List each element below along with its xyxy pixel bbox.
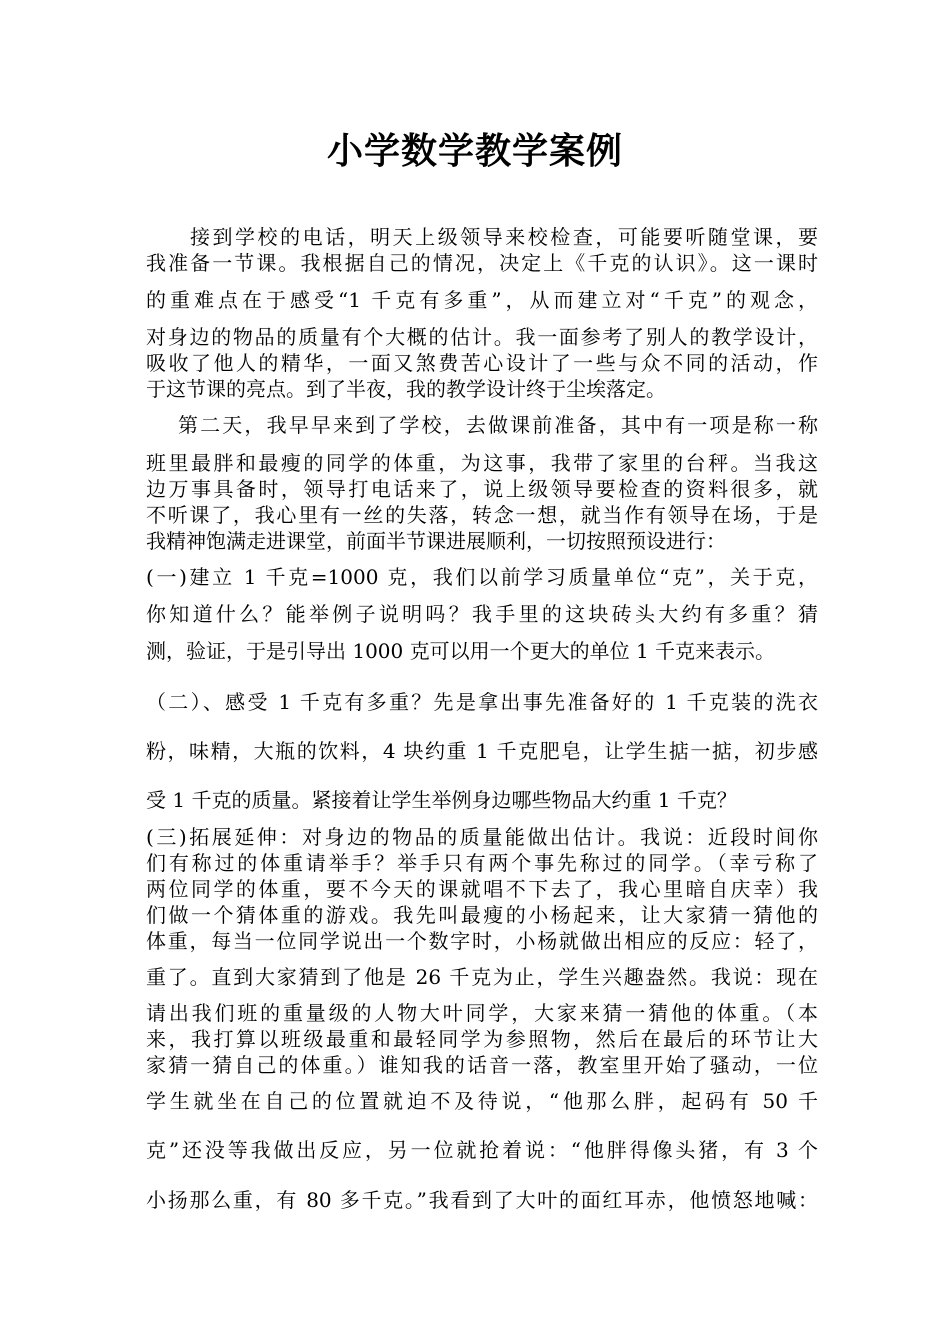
paragraph-line: 你知道什么？能举例子说明吗？我手里的这块砖头大约有多重？猜 — [146, 602, 818, 626]
paragraph-line: 重了。直到大家猜到了他是 26 千克为止，学生兴趣盎然。我说：现在 — [146, 965, 818, 989]
paragraph-line: (一)建立 1 千克=1000 克，我们以前学习质量单位“克”，关于克， — [146, 565, 818, 589]
paragraph-line: 请出我们班的重量级的人物大叶同学，大家来猜一猜他的体重。（本 — [146, 1001, 818, 1025]
document-title: 小学数学教学案例 — [326, 130, 623, 172]
paragraph-line: 体重，每当一位同学说出一个数字时，小杨就做出相应的反应：轻了， — [146, 929, 818, 953]
paragraph-line: （二）、感受 1 千克有多重？先是拿出事先准备好的 1 千克装的洗衣 — [146, 690, 818, 714]
paragraph-line: 小扬那么重，有 80 多千克。”我看到了大叶的面红耳赤，他愤怒地喊： — [146, 1188, 818, 1212]
paragraph-line: 来，我打算以班级最重和最轻同学为参照物，然后在最后的环节让大 — [146, 1027, 818, 1051]
paragraph-line: 的重难点在于感受“1 千克有多重”，从而建立对“千克”的观念， — [146, 288, 818, 312]
paragraph-line: 克”还没等我做出反应，另一位就抢着说：“他胖得像头猪，有 3 个 — [146, 1138, 818, 1162]
paragraph-line: 我精神饱满走进课堂，前面半节课进展顺利，一切按照预设进行： — [146, 529, 726, 553]
paragraph-line: 第二天，我早早来到了学校，去做课前准备，其中有一项是称一称 — [178, 413, 818, 437]
paragraph-line: 对身边的物品的质量有个大概的估计。我一面参考了别人的教学设计， — [146, 325, 818, 349]
paragraph-line: 们有称过的体重请举手？举手只有两个事先称过的同学。（幸亏称了 — [146, 851, 818, 875]
paragraph-line: 边万事具备时，领导打电话来了，说上级领导要检查的资料很多，就 — [146, 477, 818, 501]
paragraph-line: 我准备一节课。我根据自己的情况，决定上《千克的认识》。这一课时 — [146, 251, 818, 275]
paragraph-line: 班里最胖和最瘦的同学的体重，为这事，我带了家里的台秤。当我这 — [146, 451, 818, 475]
paragraph-line: 接到学校的电话，明天上级领导来校检查，可能要听随堂课，要 — [190, 225, 818, 249]
paragraph-line: 于这节课的亮点。到了半夜，我的教学设计终于尘埃落定。 — [146, 377, 666, 401]
paragraph-line: 受 1 千克的质量。紧接着让学生举例身边哪些物品大约重 1 千克？ — [146, 788, 737, 812]
paragraph-line: 们做一个猜体重的游戏。我先叫最瘦的小杨起来，让大家猜一猜他的 — [146, 903, 818, 927]
paragraph-line: 测，验证，于是引导出 1000 克可以用一个更大的单位 1 千克来表示。 — [146, 639, 776, 663]
paragraph-line: 学生就坐在自己的位置就迫不及待说，“他那么胖，起码有 50 千 — [146, 1089, 818, 1113]
paragraph-line: 不听课了，我心里有一丝的失落，转念一想，就当作有领导在场，于是 — [146, 503, 818, 527]
paragraph-line: 两位同学的体重，要不今天的课就唱不下去了，我心里暗自庆幸）我 — [146, 877, 818, 901]
paragraph-line: 家猜一猜自己的体重。）谁知我的话音一落，教室里开始了骚动，一位 — [146, 1053, 818, 1077]
paragraph-line: 粉，味精，大瓶的饮料，4 块约重 1 千克肥皂，让学生掂一掂，初步感 — [146, 739, 818, 763]
paragraph-line: (三)拓展延伸：对身边的物品的质量能做出估计。我说：近段时间你 — [146, 825, 818, 849]
paragraph-line: 吸收了他人的精华，一面又煞费苦心设计了一些与众不同的活动，作 — [146, 351, 818, 375]
